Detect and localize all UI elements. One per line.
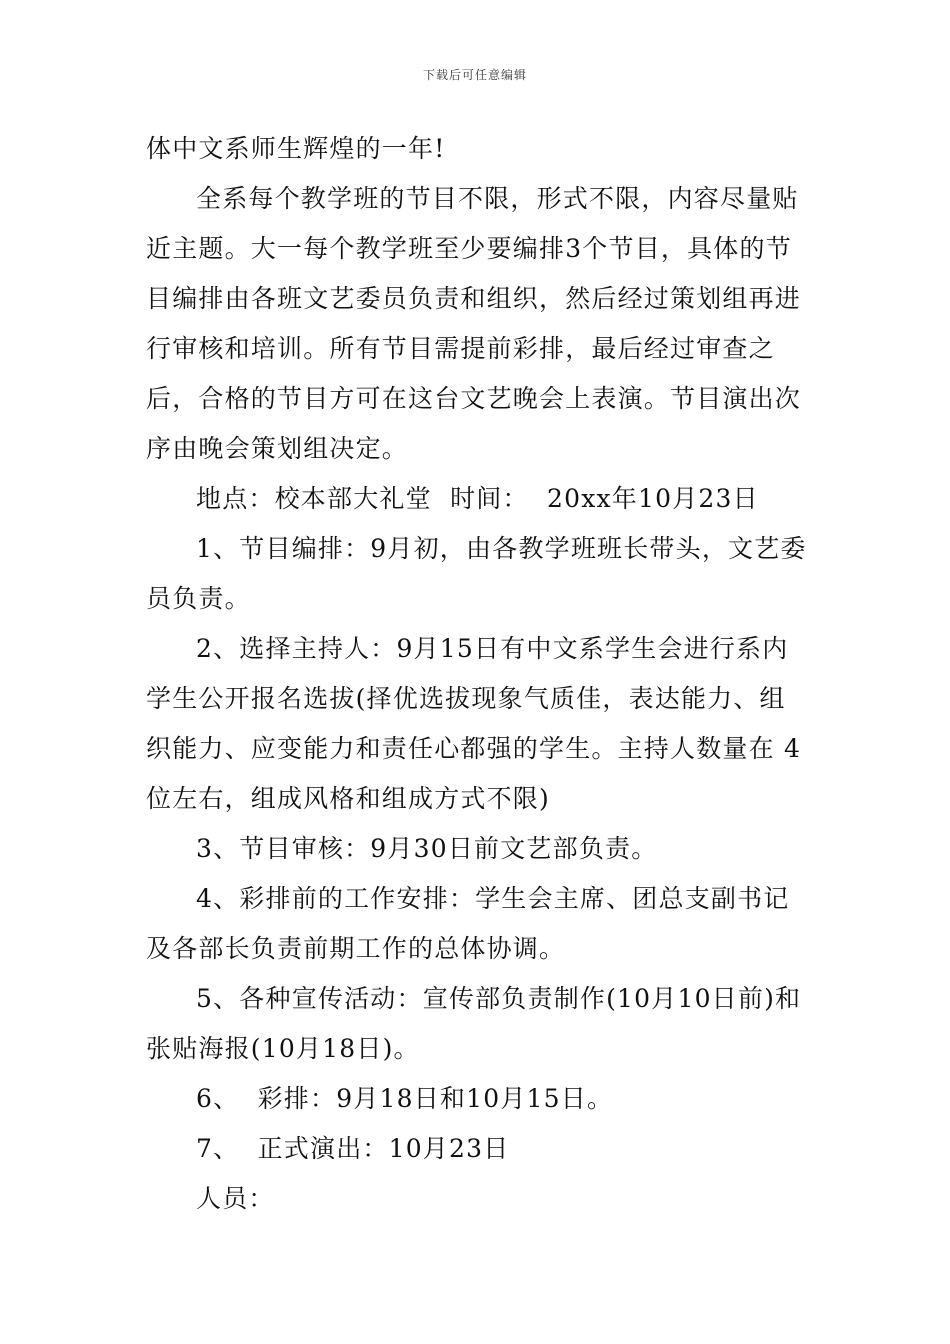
list-item-publicity: 5、各种宣传活动：宣传部负责制作(10月10日前)和张贴海报(10月18日)。 [146,984,802,1063]
paragraph-venue-time: 地点：校本部大礼堂 时间： 20xx年10月23日 [196,484,759,513]
document-body [146,124,810,1224]
list-item-rehearsal: 6、 彩排：9月18日和10月15日。 [196,1084,614,1113]
paragraph-program-requirements: 全系每个教学班的节目不限，形式不限，内容尽量贴近主题。大一每个教学班至少要编排3个节目，具体的节目编排由各班文艺委员负责和组织，然后经过策划组再进行审核和培训。所有节目需提前彩排，最后经过审查之后，合格的节目方可在这台文艺晚会上表演。节目演出次序由晚会策划组决定。 [146,184,802,463]
list-item-host-selection: 2、选择主持人：9月15日有中文系学生会进行系内学生公开报名选拔(择优选拔现象气质佳，表达能力、组织能力、应变能力和责任心都强的学生。主持人数量在 4 位左右，组成风格和组成方式不限) [146,634,811,813]
list-item-performance: 7、 正式演出：10月23日 [196,1134,510,1163]
section-label-personnel: 人员： [196,1184,275,1213]
list-item-program-review: 3、节目审核：9月30日前文艺部负责。 [196,834,658,863]
paragraph-intro-tail: 体中文系师生辉煌的一年! [146,134,446,163]
list-item-program-arrangement: 1、节目编排：9月初，由各教学班班长带头，文艺委员负责。 [146,534,807,613]
page-header: 下载后可任意编辑 [422,68,527,82]
list-item-pre-rehearsal-work: 4、彩排前的工作安排：学生会主席、团总支副书记及各部长负责前期工作的总体协调。 [146,884,790,963]
